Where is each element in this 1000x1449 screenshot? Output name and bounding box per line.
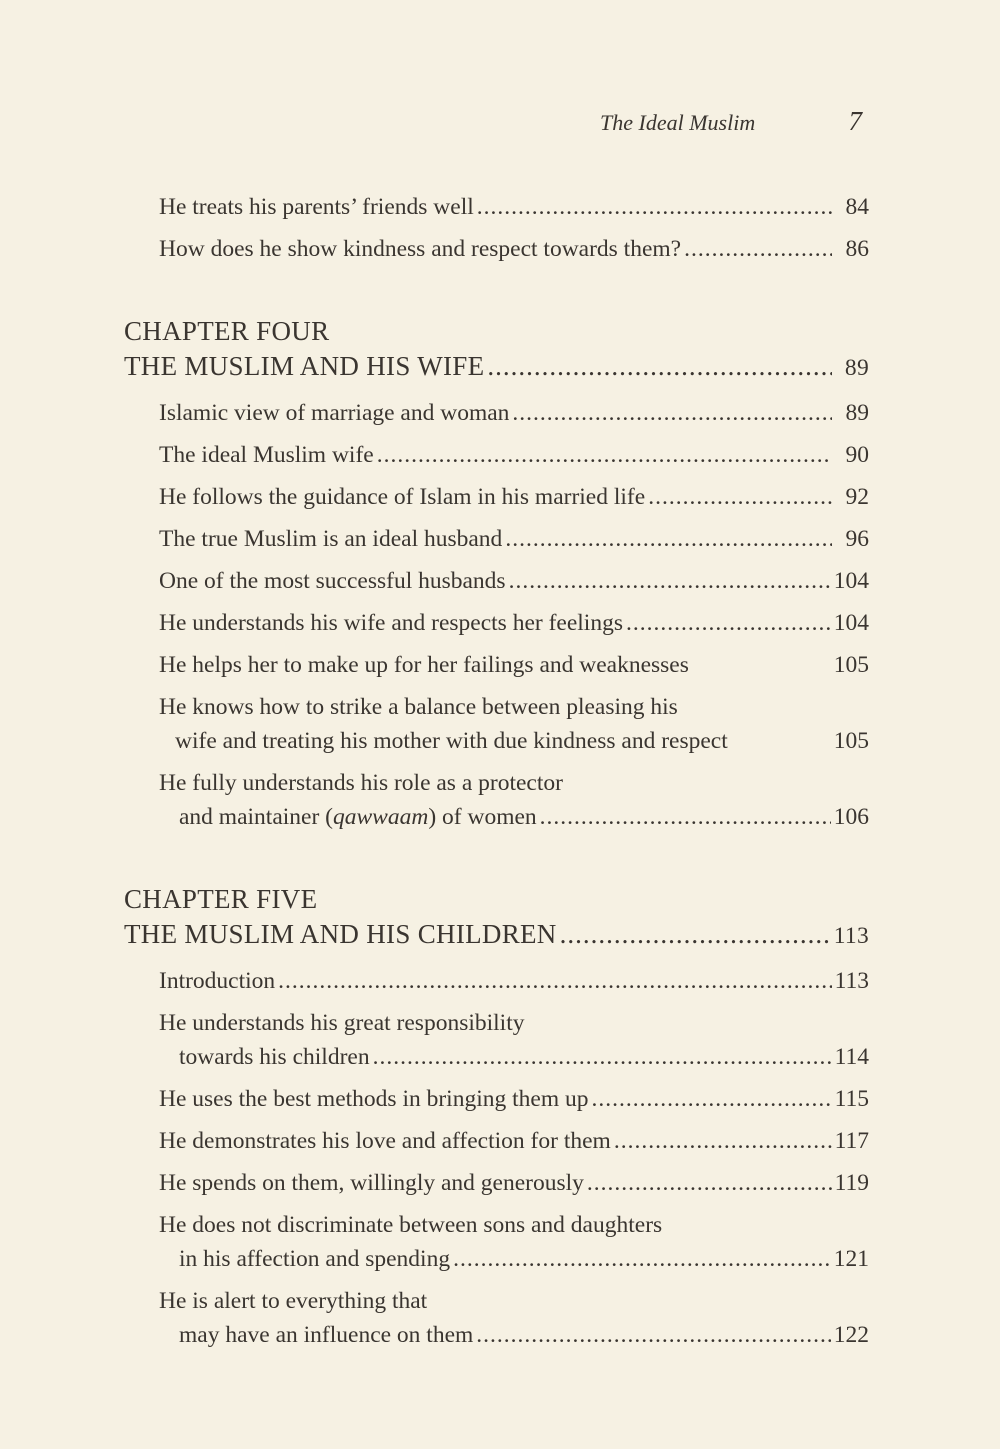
toc-page-ref: 117 [834, 1128, 869, 1154]
toc-page-ref: 122 [833, 1322, 869, 1348]
running-head [600, 106, 862, 137]
toc-page-ref: 96 [845, 526, 869, 552]
toc-entry: He treats his parents’ friends well ..... 84 [124, 190, 869, 224]
toc-page-ref: 113 [834, 968, 869, 994]
toc-page-ref: 113 [833, 923, 869, 949]
toc-entry: Introduction ..... 113 [124, 964, 869, 998]
toc-page-ref: 89 [844, 355, 869, 381]
page-number: 7 [848, 106, 862, 136]
toc-entry: The true Muslim is an ideal husband ..... 96 [124, 522, 869, 556]
toc-entry: He does not discriminate between sons and daughters in his affection and spending ..... 121 [124, 1208, 869, 1276]
toc-entry: He helps her to make up for her failings and weaknesses 105 [124, 648, 869, 682]
chapter-title: THE MUSLIM AND HIS WIFE [124, 351, 485, 381]
toc-entry: He demonstrates his love and affection for them ..... 117 [124, 1124, 869, 1158]
toc-entry: He follows the guidance of Islam in his married life ..... 92 [124, 480, 869, 514]
toc-page-ref: 104 [833, 610, 869, 636]
toc-page-ref: 106 [833, 804, 869, 830]
toc-page-ref: 89 [845, 400, 869, 426]
toc-page-ref: 119 [834, 1170, 869, 1196]
toc-page-ref: 84 [845, 194, 869, 220]
table-of-contents [124, 190, 869, 1360]
toc-entry: How does he show kindness and respect towards them? ..... 86 [124, 232, 869, 266]
chapter-label: CHAPTER FOUR [124, 316, 330, 346]
toc-entry: He is alert to everything that may have an influence on them ..... 122 [124, 1284, 869, 1352]
toc-page-ref: 114 [834, 1044, 869, 1070]
toc-entry: He uses the best methods in bringing them up ..... 115 [124, 1082, 869, 1116]
chapter-heading-four [124, 314, 869, 386]
toc-entry: Islamic view of marriage and woman ..... 89 [124, 396, 869, 430]
toc-entry: He spends on them, willingly and generously ..... 119 [124, 1166, 869, 1200]
toc-entry: He understands his wife and respects her feelings ..... 104 [124, 606, 869, 640]
toc-page-ref: 86 [845, 236, 869, 262]
chapter-label: CHAPTER FIVE [124, 884, 318, 914]
toc-page-ref: 121 [833, 1246, 869, 1272]
toc-entry: He understands his great responsibility towards his children ..... 114 [124, 1006, 869, 1074]
toc-entry: He fully understands his role as a protector and maintainer (qawwaam) of women ..... 106 [124, 766, 869, 834]
toc-page-ref: 105 [833, 728, 869, 754]
chapter-heading-five [124, 882, 869, 954]
book-title: The Ideal Muslim [600, 110, 756, 135]
toc-entry: The ideal Muslim wife ..... 90 [124, 438, 869, 472]
toc-entry: He knows how to strike a balance between pleasing his wife and treating his mother with due kindness and respect 105 [124, 690, 869, 758]
toc-page-ref: 90 [845, 442, 869, 468]
toc-entry: One of the most successful husbands ..... 104 [124, 564, 869, 598]
toc-page-ref: 92 [845, 484, 869, 510]
chapter-title: THE MUSLIM AND HIS CHILDREN [124, 919, 557, 949]
toc-page-ref: 115 [834, 1086, 869, 1112]
toc-page-ref: 105 [833, 652, 869, 678]
toc-page-ref: 104 [833, 568, 869, 594]
